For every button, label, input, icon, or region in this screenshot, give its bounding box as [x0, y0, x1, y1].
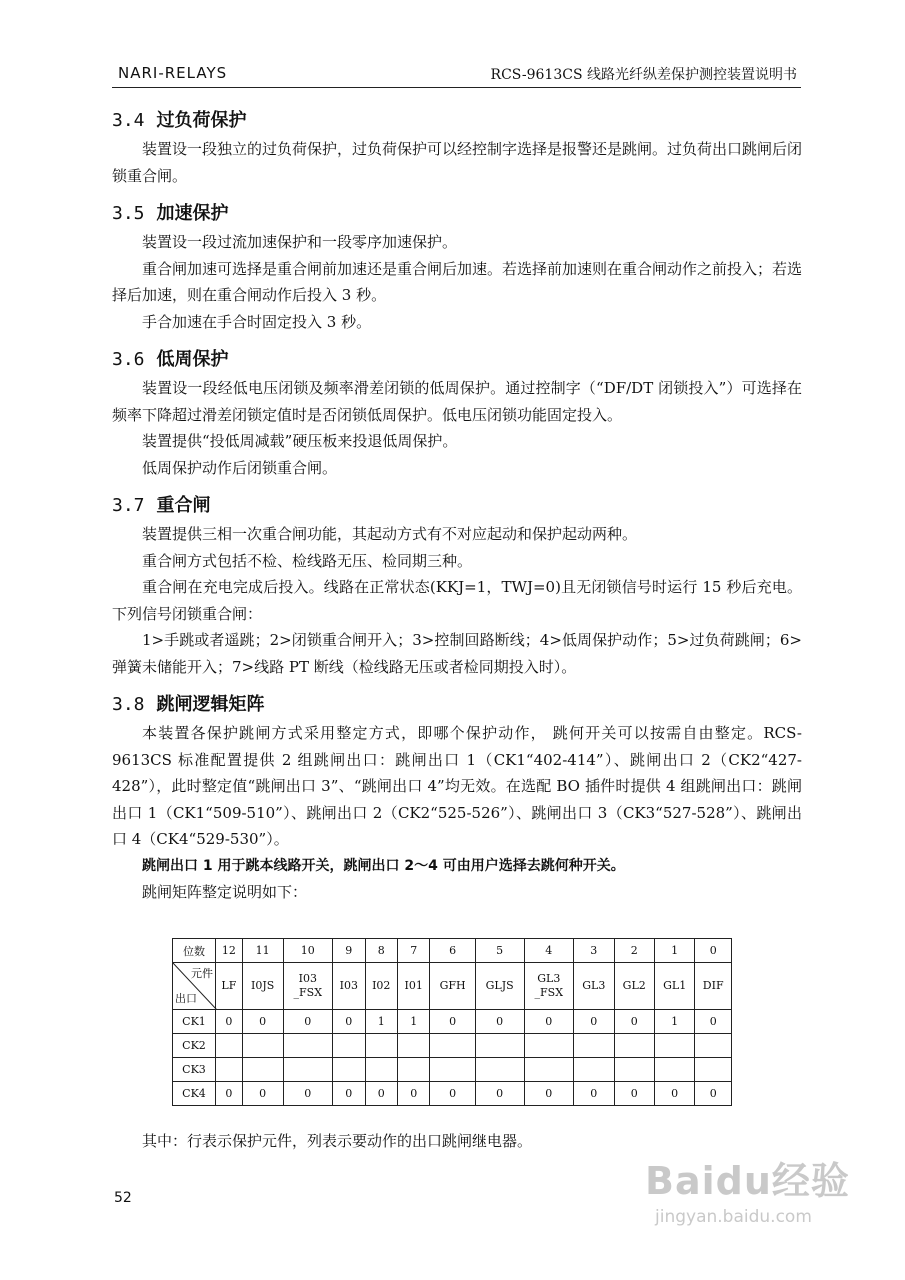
matrix-value-cell: 0 — [242, 1010, 283, 1034]
matrix-value-cell: 0 — [283, 1010, 333, 1034]
matrix-value-cell: 0 — [475, 1010, 524, 1034]
element-cell: I03 — [333, 963, 365, 1010]
matrix-value-cell: 0 — [695, 1010, 732, 1034]
element-cell: I0JS — [242, 963, 283, 1010]
watermark-logo: Baidu经验 — [645, 1159, 850, 1203]
output-row — [173, 1058, 732, 1082]
paragraph: 装置提供三相一次重合闸功能，其起动方式有不对应起动和保护起动两种。 — [142, 525, 638, 543]
matrix-value-cell — [333, 1034, 365, 1058]
matrix-value-cell — [397, 1034, 429, 1058]
matrix-value-cell: 0 — [333, 1010, 365, 1034]
matrix-value-cell: 0 — [695, 1082, 732, 1106]
output-label: CK2 — [173, 1034, 216, 1058]
bit-cell: 8 — [365, 939, 397, 963]
matrix-value-cell: 0 — [430, 1082, 475, 1106]
matrix-value-cell: 0 — [365, 1082, 397, 1106]
section-number: 3.6 — [112, 349, 145, 370]
section-heading — [112, 199, 802, 229]
section-gap — [112, 680, 802, 690]
header-doc-title: RCS-9613CS 线路光纤纵差保护测控装置说明书 — [490, 67, 797, 83]
matrix-value-cell: 0 — [333, 1082, 365, 1106]
matrix-value-cell — [216, 1058, 243, 1082]
paragraph: 装置设一段独立的过负荷保护，过负荷保护可以经控制字选择是报警还是跳闸。过负荷出口跳闸后闭锁重合闸。 — [112, 140, 803, 185]
bit-cell: 4 — [524, 939, 574, 963]
element-cell: DIF — [695, 963, 732, 1010]
output-label: CK1 — [173, 1010, 216, 1034]
output-row — [173, 1034, 732, 1058]
matrix-value-cell — [397, 1058, 429, 1082]
section-number: 3.7 — [112, 495, 145, 516]
matrix-value-cell — [365, 1034, 397, 1058]
matrix-value-cell: 0 — [430, 1010, 475, 1034]
matrix-value-cell — [283, 1034, 333, 1058]
matrix-value-cell: 0 — [283, 1082, 333, 1106]
bit-cell: 12 — [216, 939, 243, 963]
bit-cell: 10 — [283, 939, 333, 963]
matrix-value-cell — [524, 1058, 574, 1082]
corner-element-label: 元件 — [191, 967, 213, 980]
output-row — [173, 1010, 732, 1034]
bit-cell: 7 — [397, 939, 429, 963]
matrix-value-cell — [430, 1058, 475, 1082]
matrix-value-cell: 0 — [614, 1082, 654, 1106]
element-cell: I03 _FSX — [283, 963, 333, 1010]
matrix-value-cell — [475, 1034, 524, 1058]
paragraph: 装置设一段经低电压闭锁及频率滑差闭锁的低周保护。通过控制字（“DF/DT 闭锁投入”）可选择在频率下降超过滑差闭锁定值时是否闭锁低周保护。低电压闭锁功能固定投入。 — [112, 379, 802, 424]
matrix-value-cell — [216, 1034, 243, 1058]
matrix-value-cell: 0 — [397, 1082, 429, 1106]
paragraph: 重合闸加速可选择是重合闸前加速还是重合闸后加速。若选择前加速则在重合闸动作之前投入；若选择后加速，则在重合闸动作后投入 3 秒。 — [112, 259, 803, 304]
corner-output-label: 出口 — [175, 992, 197, 1005]
element-cell: GLJS — [475, 963, 524, 1010]
table-note: 其中：行表示保护元件，列表示要动作的出口跳闸继电器。 — [142, 1132, 533, 1150]
section-heading — [112, 106, 802, 136]
element-cell: GL2 — [614, 963, 654, 1010]
element-cell: GFH — [430, 963, 475, 1010]
section-title: 重合闸 — [156, 495, 211, 516]
section-heading — [112, 491, 802, 521]
matrix-value-cell — [574, 1058, 614, 1082]
element-cell: I01 — [397, 963, 429, 1010]
element-cell: LF — [216, 963, 243, 1010]
output-label: CK4 — [173, 1082, 216, 1106]
section-number: 3.5 — [112, 203, 145, 224]
matrix-value-cell: 0 — [574, 1010, 614, 1034]
matrix-value-cell: 0 — [216, 1082, 243, 1106]
section-number: 3.8 — [112, 694, 145, 715]
bit-row — [173, 939, 732, 963]
element-row — [173, 963, 732, 1010]
element-cell: GL3 — [574, 963, 614, 1010]
section-heading — [112, 690, 802, 720]
section-title: 过负荷保护 — [156, 110, 247, 131]
matrix-value-cell — [242, 1034, 283, 1058]
matrix-value-cell — [524, 1034, 574, 1058]
paragraph: 低周保护动作后闭锁重合闸。 — [142, 458, 338, 477]
section-gap — [112, 189, 802, 199]
matrix-value-cell — [574, 1034, 614, 1058]
matrix-value-cell — [695, 1034, 732, 1058]
matrix-value-cell — [654, 1034, 694, 1058]
bit-cell: 0 — [695, 939, 732, 963]
bit-cell: 2 — [614, 939, 654, 963]
matrix-value-cell: 0 — [574, 1082, 614, 1106]
paragraph: 装置设一段过流加速保护和一段零序加速保护。 — [142, 233, 458, 251]
matrix-value-cell — [614, 1058, 654, 1082]
matrix-value-cell: 0 — [524, 1082, 574, 1106]
matrix-value-cell — [695, 1058, 732, 1082]
bold-paragraph: 跳闸出口 1 用于跳本线路开关，跳闸出口 2～4 可由用户选择去跳何种开关。 — [142, 857, 625, 874]
section-heading — [112, 345, 802, 375]
page-number: 52 — [114, 1190, 132, 1206]
header-divider — [112, 87, 801, 88]
matrix-value-cell — [654, 1058, 694, 1082]
paragraph: 重合闸在充电完成后投入。线路在正常状态(KKJ=1，TWJ=0)且无闭锁信号时运行 15 秒后充电。下列信号闭锁重合闸： — [112, 578, 802, 623]
section-title: 加速保护 — [156, 203, 229, 224]
paragraph: 跳闸矩阵整定说明如下： — [142, 883, 308, 901]
header-brand: NARI-RELAYS — [118, 64, 228, 82]
matrix-value-cell — [365, 1058, 397, 1082]
paragraph: 装置提供“投低周减载”硬压板来投退低周保护。 — [142, 432, 458, 450]
section-title: 跳闸逻辑矩阵 — [156, 694, 265, 715]
watermark-url: jingyan.baidu.com — [655, 1207, 812, 1227]
matrix-value-cell: 1 — [365, 1010, 397, 1034]
document-body — [112, 106, 802, 906]
bit-cell: 6 — [430, 939, 475, 963]
section-gap — [112, 335, 802, 345]
matrix-value-cell — [614, 1034, 654, 1058]
bit-cell: 3 — [574, 939, 614, 963]
matrix-value-cell: 1 — [654, 1010, 694, 1034]
output-label: CK3 — [173, 1058, 216, 1082]
element-cell: I02 — [365, 963, 397, 1010]
element-cell: GL3 _FSX — [524, 963, 574, 1010]
corner-diagonal-cell — [173, 963, 216, 1010]
matrix-value-cell — [475, 1058, 524, 1082]
matrix-value-cell — [283, 1058, 333, 1082]
matrix-value-cell: 0 — [524, 1010, 574, 1034]
paragraph: 本装置各保护跳闸方式采用整定方式，即哪个保护动作， 跳何开关可以按需自由整定。RCS-9613CS 标准配置提供 2 组跳闸出口：跳闸出口 1（CK1“402-414”）、跳闸出口 2（CK2“427-428”），此时整定值“跳闸出口 3”、“跳闸出口 4”均无效。在选配 BO 插件时提供 4 组跳闸出口：跳闸出口 1（CK1“509-510”）、跳闸出口 2（CK2“525-526”）、跳闸出口 3（CK3“527-528”）、跳闸出口 4（CK4“529-530”）。 — [112, 724, 802, 848]
bit-cell: 5 — [475, 939, 524, 963]
matrix-value-cell: 0 — [614, 1010, 654, 1034]
section-number: 3.4 — [112, 110, 145, 131]
matrix-value-cell: 0 — [475, 1082, 524, 1106]
matrix-value-cell — [242, 1058, 283, 1082]
matrix-value-cell: 0 — [654, 1082, 694, 1106]
element-cell: GL1 — [654, 963, 694, 1010]
paragraph: 1>手跳或者遥跳；2>闭锁重合闸开入；3>控制回路断线；4>低周保护动作；5>过负荷跳闸；6>弹簧未储能开入；7>线路 PT 断线（检线路无压或者检同期投入时）。 — [112, 631, 802, 676]
bit-cell: 11 — [242, 939, 283, 963]
matrix-value-cell — [430, 1034, 475, 1058]
matrix-value-cell: 0 — [242, 1082, 283, 1106]
paragraph: 重合闸方式包括不检、检线路无压、检同期三种。 — [142, 551, 473, 570]
baidu-watermark — [645, 1150, 865, 1240]
output-row — [173, 1082, 732, 1106]
section-title: 低周保护 — [156, 349, 229, 370]
paragraph: 手合加速在手合时固定投入 3 秒。 — [142, 312, 372, 331]
matrix-value-cell — [333, 1058, 365, 1082]
bit-cell: 9 — [333, 939, 365, 963]
matrix-value-cell: 0 — [216, 1010, 243, 1034]
trip-matrix-table — [172, 938, 732, 1106]
matrix-value-cell: 1 — [397, 1010, 429, 1034]
bit-cell: 1 — [654, 939, 694, 963]
corner-bits-label: 位数 — [173, 939, 216, 963]
section-gap — [112, 481, 802, 491]
